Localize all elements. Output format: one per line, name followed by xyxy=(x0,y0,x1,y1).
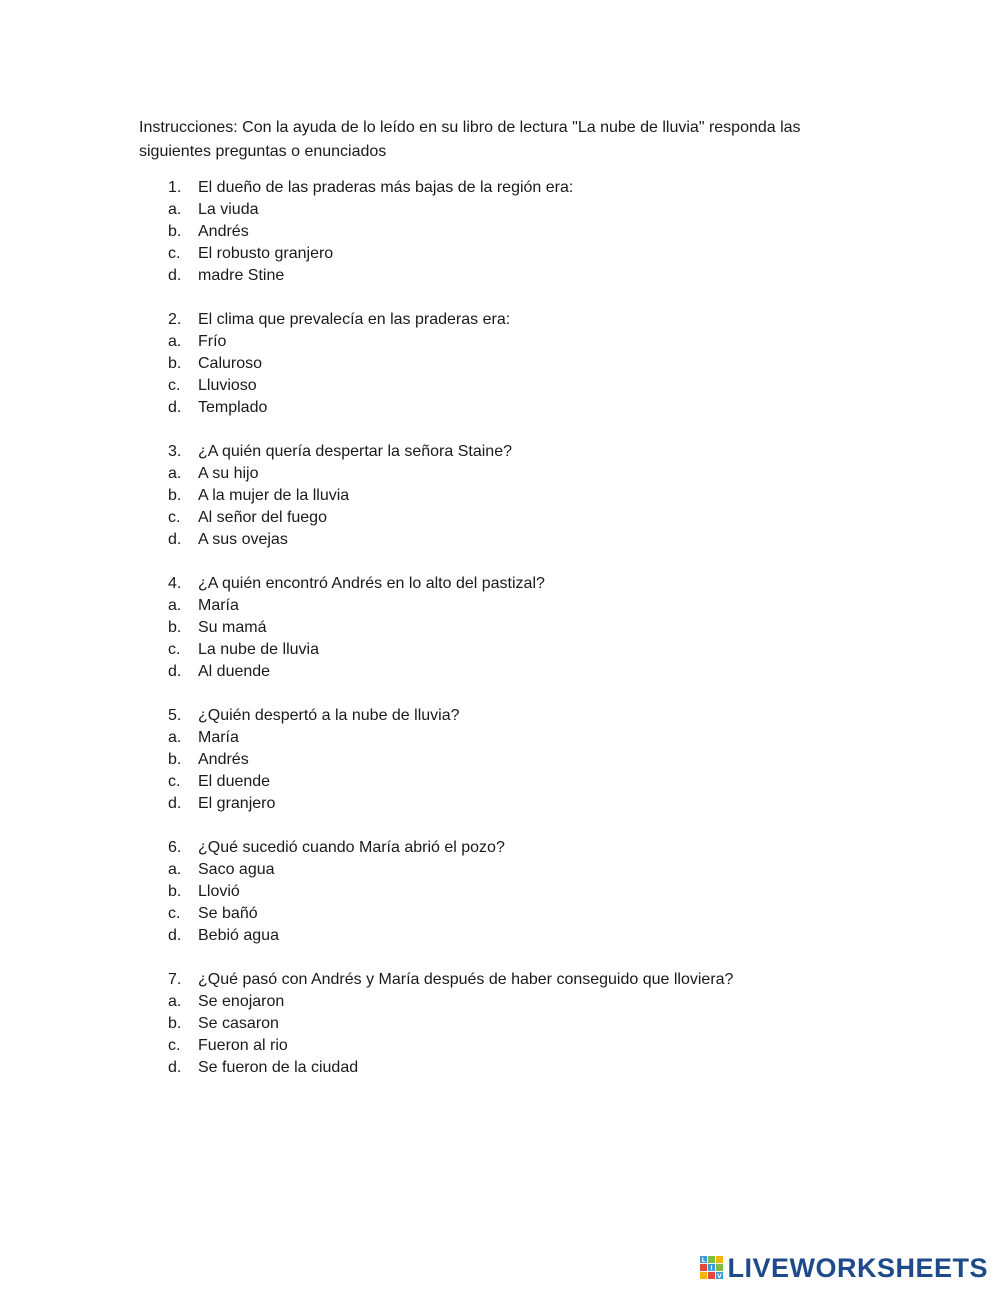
option-text: Frío xyxy=(198,333,227,350)
answer-option xyxy=(168,771,868,793)
question-2 xyxy=(168,309,868,419)
question-7 xyxy=(168,969,868,1079)
svg-text:V: V xyxy=(717,1273,723,1280)
svg-text:I: I xyxy=(710,1265,714,1272)
option-text: El robusto granjero xyxy=(198,245,334,262)
option-letter: a. xyxy=(168,993,182,1010)
answer-option xyxy=(168,199,868,221)
answer-option xyxy=(168,903,868,925)
answer-option xyxy=(168,353,868,375)
answer-option xyxy=(168,243,868,265)
answer-option xyxy=(168,331,868,353)
option-letter: d. xyxy=(168,267,182,284)
answer-option xyxy=(168,925,868,947)
question-text: ¿Qué pasó con Andrés y María después de haber conseguido que lloviera? xyxy=(198,971,734,988)
question-prompt xyxy=(168,705,868,727)
answer-option xyxy=(168,375,868,397)
option-letter: d. xyxy=(168,399,182,416)
answer-option xyxy=(168,265,868,287)
answer-option xyxy=(168,639,868,661)
option-text: La viuda xyxy=(198,201,259,218)
answer-option xyxy=(168,661,868,683)
option-letter: d. xyxy=(168,795,182,812)
option-text: Bebió agua xyxy=(198,927,279,944)
question-prompt xyxy=(168,441,868,463)
option-letter: b. xyxy=(168,883,182,900)
answer-option xyxy=(168,881,868,903)
option-text: Andrés xyxy=(198,223,249,240)
option-letter: b. xyxy=(168,619,182,636)
option-letter: b. xyxy=(168,223,182,240)
option-text: Se enojaron xyxy=(198,993,285,1010)
svg-text:L: L xyxy=(702,1257,706,1264)
question-prompt xyxy=(168,177,868,199)
question-4 xyxy=(168,573,868,683)
option-letter: a. xyxy=(168,729,182,746)
question-6 xyxy=(168,837,868,947)
answer-option xyxy=(168,463,868,485)
option-letter: a. xyxy=(168,861,182,878)
option-text: María xyxy=(198,729,239,746)
option-letter: b. xyxy=(168,751,182,768)
option-text: A la mujer de la lluvia xyxy=(198,487,350,504)
question-prompt xyxy=(168,309,868,331)
question-prompt xyxy=(168,837,868,859)
option-text: A su hijo xyxy=(198,465,259,482)
option-text: El granjero xyxy=(198,795,276,812)
option-letter: c. xyxy=(168,905,181,922)
option-letter: a. xyxy=(168,465,182,482)
answer-option xyxy=(168,529,868,551)
option-text: Andrés xyxy=(198,751,249,768)
liveworksheets-watermark xyxy=(700,1254,988,1282)
option-letter: c. xyxy=(168,377,181,394)
option-letter: b. xyxy=(168,487,182,504)
option-letter: b. xyxy=(168,355,182,372)
option-letter: d. xyxy=(168,531,182,548)
option-letter: c. xyxy=(168,641,181,658)
answer-option xyxy=(168,507,868,529)
liveworksheets-logo-icon xyxy=(700,1256,724,1280)
question-number: 4. xyxy=(168,575,182,592)
option-text: La nube de lluvia xyxy=(198,641,319,658)
option-text: madre Stine xyxy=(198,267,285,284)
question-text: El dueño de las praderas más bajas de la región era: xyxy=(198,179,574,196)
option-text: Caluroso xyxy=(198,355,263,372)
option-text: A sus ovejas xyxy=(198,531,288,548)
option-letter: c. xyxy=(168,1037,181,1054)
question-text: ¿Qué sucedió cuando María abrió el pozo? xyxy=(198,839,505,856)
question-number: 5. xyxy=(168,707,182,724)
question-prompt xyxy=(168,573,868,595)
question-number: 6. xyxy=(168,839,182,856)
question-1 xyxy=(168,177,868,287)
answer-option xyxy=(168,485,868,507)
question-text: ¿A quién encontró Andrés en lo alto del pastizal? xyxy=(198,575,545,592)
answer-option xyxy=(168,397,868,419)
option-letter: d. xyxy=(168,1059,182,1076)
option-letter: a. xyxy=(168,201,182,218)
question-text: ¿A quién quería despertar la señora Staine? xyxy=(198,443,512,460)
option-letter: a. xyxy=(168,597,182,614)
answer-option xyxy=(168,1013,868,1035)
question-text: El clima que prevalecía en las praderas era: xyxy=(198,311,511,328)
option-text: Templado xyxy=(198,399,268,416)
instructions-text: Instrucciones: Con la ayuda de lo leído en su libro de lectura "La nube de lluvia" responda las siguientes preguntas o enunciados xyxy=(139,119,801,160)
answer-option xyxy=(168,793,868,815)
option-text: Al duende xyxy=(198,663,271,680)
question-prompt xyxy=(168,969,868,991)
question-list xyxy=(168,177,868,1101)
option-text: El duende xyxy=(198,773,271,790)
answer-option xyxy=(168,221,868,243)
option-text: Saco agua xyxy=(198,861,275,878)
answer-option xyxy=(168,1035,868,1057)
question-number: 1. xyxy=(168,179,182,196)
option-letter: d. xyxy=(168,927,182,944)
answer-option xyxy=(168,991,868,1013)
answer-option xyxy=(168,617,868,639)
option-text: María xyxy=(198,597,239,614)
option-letter: c. xyxy=(168,773,181,790)
question-number: 2. xyxy=(168,311,182,328)
answer-option xyxy=(168,859,868,881)
option-text: Se casaron xyxy=(198,1015,279,1032)
option-letter: c. xyxy=(168,245,181,262)
question-5 xyxy=(168,705,868,815)
answer-option xyxy=(168,595,868,617)
question-number: 7. xyxy=(168,971,182,988)
option-letter: c. xyxy=(168,509,181,526)
question-text: ¿Quién despertó a la nube de lluvia? xyxy=(198,707,460,724)
answer-option xyxy=(168,749,868,771)
option-text: Al señor del fuego xyxy=(198,509,327,526)
answer-option xyxy=(168,1057,868,1079)
question-number: 3. xyxy=(168,443,182,460)
option-text: Llovió xyxy=(198,883,240,900)
option-text: Se bañó xyxy=(198,905,258,922)
brand-name: LIVEWORKSHEETS xyxy=(727,1253,988,1283)
option-letter: d. xyxy=(168,663,182,680)
option-text: Se fueron de la ciudad xyxy=(198,1059,359,1076)
option-text: Fueron al rio xyxy=(198,1037,288,1054)
option-text: Su mamá xyxy=(198,619,267,636)
question-3 xyxy=(168,441,868,551)
answer-option xyxy=(168,727,868,749)
option-letter: a. xyxy=(168,333,182,350)
option-letter: b. xyxy=(168,1015,182,1032)
option-text: Lluvioso xyxy=(198,377,257,394)
